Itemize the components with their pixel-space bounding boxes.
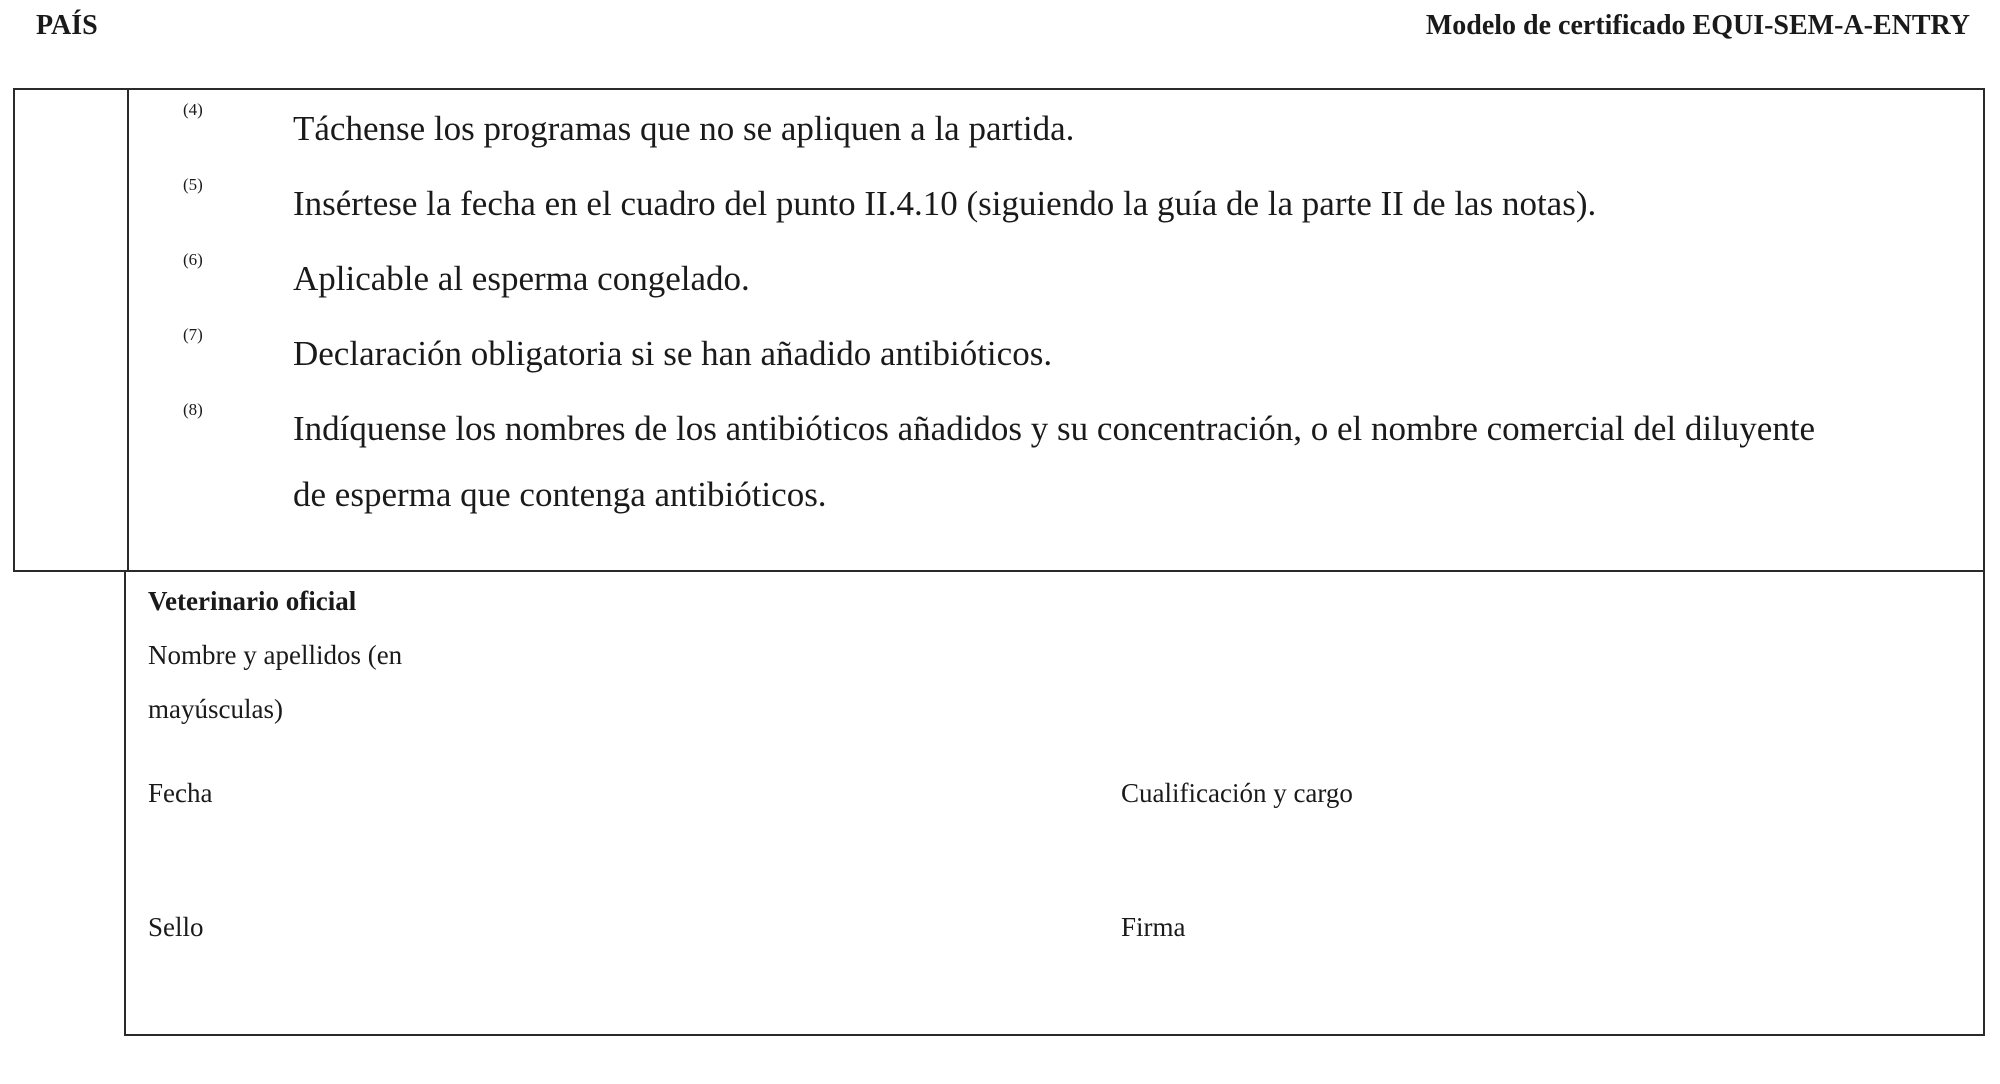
signature-field-label: Firma bbox=[1121, 912, 1186, 942]
notes-box bbox=[13, 88, 1985, 572]
note-number: (7) bbox=[183, 325, 203, 344]
note-text: Táchense los programas que no se apliquen a la partida. bbox=[293, 109, 1075, 148]
name-field-label: Nombre y apellidos (en mayúsculas) bbox=[148, 640, 403, 724]
note-text: Declaración obligatoria si se han añadido antibióticos. bbox=[293, 334, 1053, 373]
vet-section-title: Veterinario oficial bbox=[148, 586, 357, 616]
note-text: Insértese la fecha en el cuadro del punto II.4.10 (siguiendo la guía de la parte II de las notas). bbox=[293, 184, 1597, 223]
page-header bbox=[36, 10, 1970, 50]
note-text: Indíquense los nombres de los antibióticos añadidos y su concentración, o el nombre comercial del diluyente de esperma que contenga antibióticos. bbox=[293, 409, 1816, 514]
note-number: (4) bbox=[183, 100, 203, 119]
country-label: PAÍS bbox=[36, 10, 98, 41]
official-veterinarian-box bbox=[124, 572, 1985, 1036]
note-number: (8) bbox=[183, 400, 203, 419]
date-field-label: Fecha bbox=[148, 778, 213, 808]
note-number: (6) bbox=[183, 250, 203, 269]
note-number: (5) bbox=[183, 175, 203, 194]
qualification-field-label: Cualificación y cargo bbox=[1121, 778, 1353, 808]
note-text: Aplicable al esperma congelado. bbox=[293, 259, 750, 298]
certificate-model-label: Modelo de certificado EQUI-SEM-A-ENTRY bbox=[1425, 10, 1970, 41]
notes-column-divider bbox=[127, 90, 129, 570]
seal-field-label: Sello bbox=[148, 912, 204, 942]
